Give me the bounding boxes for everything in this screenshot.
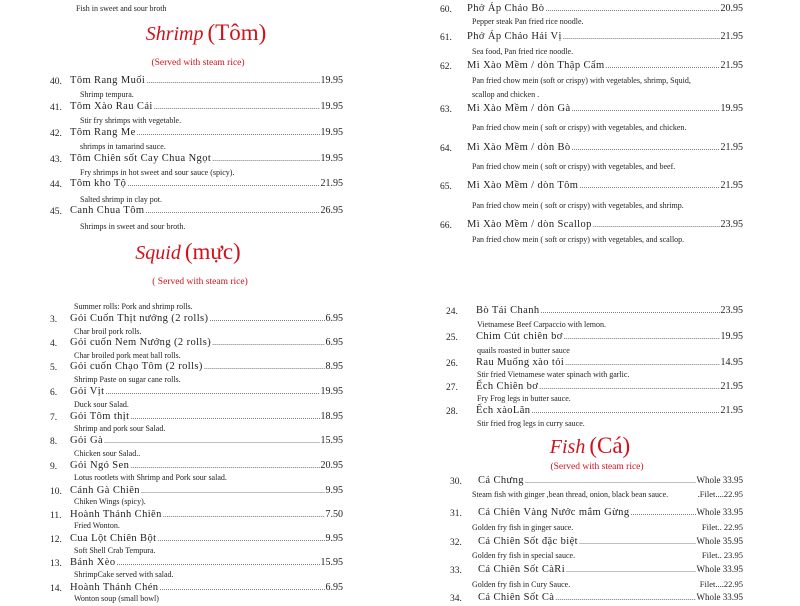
item-description: Pan fried chow mein (soft or crispy) with vegetables, shrimp, Squid, [472, 76, 691, 85]
menu-item-number: 13. [50, 559, 62, 569]
dot-leader [563, 32, 720, 41]
dot-leader [104, 436, 319, 445]
menu-item-row [467, 219, 743, 233]
menu-item-row [70, 435, 343, 449]
dot-leader [130, 412, 319, 421]
menu-item-price: Whole 33.95 [696, 475, 743, 485]
menu-item-number: 62. [440, 62, 452, 72]
menu-item-price: 15.95 [320, 435, 343, 446]
heading-english: Shrimp [145, 23, 204, 45]
menu-item-price: 19.95 [320, 101, 343, 112]
menu-item-number: 4. [50, 339, 58, 349]
menu-item-name: Cua Lột Chiên Bột [70, 533, 157, 544]
menu-item-name: Rau Muống xào tỏi [476, 357, 565, 368]
dot-leader [212, 338, 324, 347]
menu-item-number: 63. [440, 105, 452, 115]
menu-item-row [467, 3, 743, 17]
menu-item-price: 6.95 [325, 582, 343, 593]
menu-item-row [70, 101, 343, 115]
menu-item-price: 19.95 [320, 386, 343, 397]
item-description: Char broil pork rolls. [74, 327, 142, 336]
item-description: Pan fried chow mein ( soft or crispy) with vegetables, and shrimp. [472, 201, 684, 210]
item-description: Chiken Wings (spicy). [74, 497, 146, 506]
menu-item-number: 33. [450, 566, 462, 576]
menu-item-row [70, 153, 343, 167]
menu-item-row [467, 103, 743, 117]
dot-leader [130, 461, 319, 470]
dot-leader [565, 358, 719, 367]
item-description: Golden fry fish in Cury Sauce. [472, 580, 571, 589]
dot-leader [564, 332, 720, 341]
menu-item-price: Whole 33.95 [696, 592, 743, 602]
menu-item-name: Gỏi Ngó Sen [70, 460, 130, 471]
menu-item-name: Gỏi Vịt [70, 386, 105, 397]
dot-leader [572, 143, 720, 152]
heading-english: Fish [549, 436, 586, 458]
menu-item-row [478, 536, 743, 550]
menu-item-price: 21.95 [720, 60, 743, 71]
menu-item-price: 21.95 [720, 142, 743, 153]
item-description: Summer rolls: Pork and shrimp rolls. [74, 302, 193, 311]
dot-leader [579, 181, 719, 190]
menu-item-name: Phở Áp Chảo Hải Vị [467, 31, 562, 42]
dot-leader [531, 406, 719, 415]
menu-item-name: Tôm Rang Me [70, 127, 136, 138]
menu-item-name: Gỏi Tôm thịt [70, 411, 130, 422]
section-heading-fish [550, 433, 630, 459]
menu-item-price: 19.95 [720, 103, 743, 114]
menu-item-row [70, 178, 343, 192]
menu-item-name: Hoành Thánh Chén [70, 582, 159, 593]
menu-item-name: Hoành Thánh Chiên [70, 509, 162, 520]
item-description: shrimps in tamarind sauce. [80, 142, 166, 151]
dot-leader [525, 476, 696, 485]
menu-item-name: Ếch Chiên bơ [476, 381, 539, 392]
menu-item-name: Cá Chiên Sốt CàRi [478, 564, 566, 575]
menu-item-price: 21.95 [720, 31, 743, 42]
menu-item-number: 34. [450, 594, 462, 604]
dot-leader [593, 220, 720, 229]
dot-leader [572, 104, 720, 113]
section-heading-squid [135, 239, 240, 265]
menu-item-row [70, 313, 343, 327]
dot-leader [212, 154, 319, 163]
item-description: Fry Frog legs in butter sauce. [477, 394, 571, 403]
filet-price: .Filet....22.95 [697, 489, 743, 499]
menu-item-row [70, 127, 343, 141]
dot-leader [606, 61, 720, 70]
item-description: Char broiled pork meat ball rolls. [74, 351, 181, 360]
menu-item-number: 42. [50, 129, 62, 139]
menu-item-row [70, 533, 343, 547]
menu-item-number: 27. [446, 383, 458, 393]
menu-item-name: Cá Chiên Sốt Cà [478, 592, 555, 603]
section-subtitle: (Served with steam rice) [151, 58, 245, 68]
menu-item-number: 3. [50, 315, 58, 325]
dot-leader [146, 76, 319, 85]
filet-price: Filet....22.95 [699, 579, 743, 589]
item-description: Shrimps in sweet and sour broth. [80, 222, 186, 231]
menu-item-price: 7.50 [325, 509, 343, 520]
menu-item-number: 24. [446, 307, 458, 317]
menu-item-name: Cá Chiên Vàng Nước mắm Gừng [478, 507, 630, 518]
menu-item-name: Bò Tái Chanh [476, 305, 540, 316]
menu-item-name: Tôm Rang Muối [70, 75, 146, 86]
menu-item-row [70, 75, 343, 89]
item-description: quails roasted in butter sauce [477, 346, 570, 355]
menu-item-number: 9. [50, 462, 58, 472]
menu-item-name: Mì Xào Mềm / dòn Bò [467, 142, 571, 153]
menu-item-price: 9.95 [325, 533, 343, 544]
menu-item-price: Whole 33.95 [696, 507, 743, 517]
item-description: Chicken sour Salad.. [74, 449, 141, 458]
menu-item-price: 19.95 [320, 75, 343, 86]
menu-item-row [476, 381, 743, 395]
item-description: Wonton soup (small bowl) [74, 594, 159, 603]
dot-leader [145, 206, 319, 215]
menu-item-price: 19.95 [720, 331, 743, 342]
dot-leader [127, 179, 319, 188]
menu-item-number: 14. [50, 584, 62, 594]
menu-item-name: Tôm kho Tộ [70, 178, 127, 189]
item-description: Sea food, Pan fried rice noodle. [472, 47, 574, 56]
menu-item-number: 10. [50, 487, 62, 497]
menu-item-name: Canh Chua Tôm [70, 205, 145, 216]
menu-item-number: 25. [446, 333, 458, 343]
menu-item-price: 15.95 [320, 557, 343, 568]
menu-item-price: 21.95 [720, 381, 743, 392]
item-description: ShrimpCake served with salad. [74, 570, 174, 579]
menu-item-number: 6. [50, 388, 58, 398]
section-subtitle: ( Served with steam rice) [152, 277, 248, 287]
menu-item-row [70, 337, 343, 351]
menu-item-price: 6.95 [325, 337, 343, 348]
dot-leader [159, 583, 324, 592]
dot-leader [630, 508, 695, 517]
menu-item-row [478, 564, 743, 578]
dot-leader [204, 362, 325, 371]
menu-item-number: 28. [446, 407, 458, 417]
item-description: Golden fry fish in ginger sauce. [472, 523, 574, 532]
heading-vietnamese: (Cá) [589, 433, 631, 458]
menu-item-row [70, 205, 343, 219]
item-description: Steam fish with ginger ,bean thread, onion, black bean sauce. [472, 490, 669, 499]
menu-item-number: 64. [440, 144, 452, 154]
menu-item-row [70, 460, 343, 474]
dot-leader [539, 382, 719, 391]
menu-item-row [476, 357, 743, 371]
menu-item-price: 9.95 [325, 485, 343, 496]
menu-item-name: Cánh Gà Chiên [70, 485, 140, 496]
menu-item-price: Whole 35.95 [696, 536, 743, 546]
menu-item-number: 31. [450, 509, 462, 519]
menu-item-name: Tôm Chiên sốt Cay Chua Ngọt [70, 153, 212, 164]
section-subtitle: (Served with steam rice) [550, 462, 644, 472]
menu-item-row [70, 386, 343, 400]
item-description: Stir fry shrimps with vegetable. [80, 116, 182, 125]
item-description: Stir fried frog legs in curry sauce. [477, 419, 585, 428]
menu-item-name: Mì Xào Mềm / dòn Gà [467, 103, 571, 114]
item-description: Fried Wonton. [74, 521, 120, 530]
dot-leader [541, 306, 720, 315]
menu-item-price: 21.95 [720, 405, 743, 416]
heading-vietnamese: (mực) [184, 239, 241, 264]
menu-item-name: Gỏi cuốn Chạo Tôm (2 rolls) [70, 361, 203, 372]
menu-item-price: 21.95 [720, 180, 743, 191]
menu-item-row [478, 592, 743, 606]
menu-item-number: 41. [50, 103, 62, 113]
menu-item-price: 18.95 [320, 411, 343, 422]
menu-item-row [467, 60, 743, 74]
menu-item-number: 26. [446, 359, 458, 369]
menu-item-number: 11. [50, 511, 62, 521]
menu-item-price: 23.95 [720, 305, 743, 316]
menu-item-name: Chim Cút chiên bơ [476, 331, 563, 342]
item-description: Fry shrimps in hot sweet and sour sauce (spicy). [80, 168, 235, 177]
menu-item-row [476, 305, 743, 319]
menu-item-number: 7. [50, 413, 58, 423]
menu-item-number: 61. [440, 33, 452, 43]
item-description: Shrimp tempura. [80, 90, 134, 99]
item-description: Shrimp Paste on sugar cane rolls. [74, 375, 181, 384]
dot-leader [137, 128, 320, 137]
menu-item-price: 23.95 [720, 219, 743, 230]
menu-item-number: 5. [50, 363, 58, 373]
dot-leader [116, 558, 319, 567]
menu-item-number: 66. [440, 221, 452, 231]
menu-item-number: 65. [440, 182, 452, 192]
menu-item-number: 12. [50, 535, 62, 545]
heading-english: Squid [135, 242, 181, 264]
filet-price: Filet.. 23.95 [701, 550, 743, 560]
dot-leader [141, 486, 325, 495]
menu-item-row [478, 475, 743, 489]
item-description: Salted shrimp in clay pot. [80, 195, 162, 204]
item-description: Golden fry fish in special sauce. [472, 551, 576, 560]
item-description: Pan fried chow mein ( soft or crispy) with vegetables, and beef. [472, 162, 676, 171]
menu-item-number: 60. [440, 5, 452, 15]
dot-leader [579, 537, 696, 546]
menu-item-name: Gỏi Gà [70, 435, 104, 446]
menu-item-price: 26.95 [320, 205, 343, 216]
item-description: Shrimp and pork sour Salad. [74, 424, 166, 433]
menu-item-row [70, 411, 343, 425]
item-description: Vietnamese Beef Carpaccio with lemon. [477, 320, 607, 329]
menu-item-number: 32. [450, 538, 462, 548]
section-heading-shrimp [146, 20, 267, 46]
menu-item-name: Tôm Xào Rau Cải [70, 101, 153, 112]
menu-item-name: Gỏi cuốn Nem Nướng (2 rolls) [70, 337, 212, 348]
menu-item-name: Cá Chưng [478, 475, 524, 486]
item-description: Lotus rootlets with Shrimp and Pork sour salad. [74, 473, 227, 482]
menu-item-row [467, 142, 743, 156]
dot-leader [545, 4, 719, 13]
menu-item-row [467, 180, 743, 194]
menu-item-price: 21.95 [320, 178, 343, 189]
menu-item-number: 44. [50, 180, 62, 190]
menu-item-price: 8.95 [325, 361, 343, 372]
menu-item-name: Mì Xào Mềm / dòn Scallop [467, 219, 592, 230]
menu-item-price: 20.95 [720, 3, 743, 14]
menu-item-number: 45. [50, 207, 62, 217]
menu-item-price: 20.95 [320, 460, 343, 471]
item-description: scallop and chicken . [472, 90, 540, 99]
dot-leader [566, 565, 695, 574]
menu-item-name: Bánh Xèo [70, 557, 116, 568]
menu-item-row [476, 405, 743, 419]
dot-leader [555, 593, 695, 602]
menu-item-number: 8. [50, 437, 58, 447]
filet-price: Filet.. 22.95 [701, 522, 743, 532]
menu-item-name: Cá Chiên Sốt đặc biệt [478, 536, 578, 547]
menu-item-number: 43. [50, 155, 62, 165]
menu-item-name: Mì Xào Mềm / dòn Thập Cẩm [467, 60, 605, 71]
item-description: Pan fried chow mein ( soft or crispy) with vegetables, and chicken. [472, 123, 687, 132]
menu-item-row [478, 507, 743, 521]
item-description: Soft Shell Crab Tempura. [74, 546, 156, 555]
dot-leader [105, 387, 319, 396]
dot-leader [157, 534, 324, 543]
menu-item-price: 19.95 [320, 127, 343, 138]
menu-item-row [70, 361, 343, 375]
item-description: Pepper steak Pan fried rice noodle. [472, 17, 584, 26]
menu-item-price: 6.95 [325, 313, 343, 324]
heading-vietnamese: (Tôm) [207, 20, 267, 45]
menu-item-row [476, 331, 743, 345]
item-description: Stir fried Vietnamese water spinach with garlic. [477, 370, 630, 379]
menu-item-name: Ếch xàoLăn [476, 405, 531, 416]
menu-item-row [467, 31, 743, 45]
item-description: Pan fried chow mein ( soft or crispy) with vegetables, and scallop. [472, 235, 685, 244]
menu-item-name: Mì Xào Mềm / dòn Tôm [467, 180, 579, 191]
menu-item-row [70, 557, 343, 571]
menu-item-name: Gỏi Cuốn Thịt nướng (2 rolls) [70, 313, 209, 324]
dot-leader [154, 102, 320, 111]
menu-item-price: Whole 33.95 [696, 564, 743, 574]
menu-item-number: 30. [450, 477, 462, 487]
item-description: Duck sour Salad. [74, 400, 129, 409]
menu-item-price: 19.95 [320, 153, 343, 164]
dot-leader [209, 314, 324, 323]
item-description: Fish in sweet and sour broth [76, 4, 167, 13]
menu-item-number: 40. [50, 77, 62, 87]
dot-leader [163, 510, 325, 519]
menu-item-name: Phở Áp Chảo Bò [467, 3, 545, 14]
menu-item-price: 14.95 [720, 357, 743, 368]
